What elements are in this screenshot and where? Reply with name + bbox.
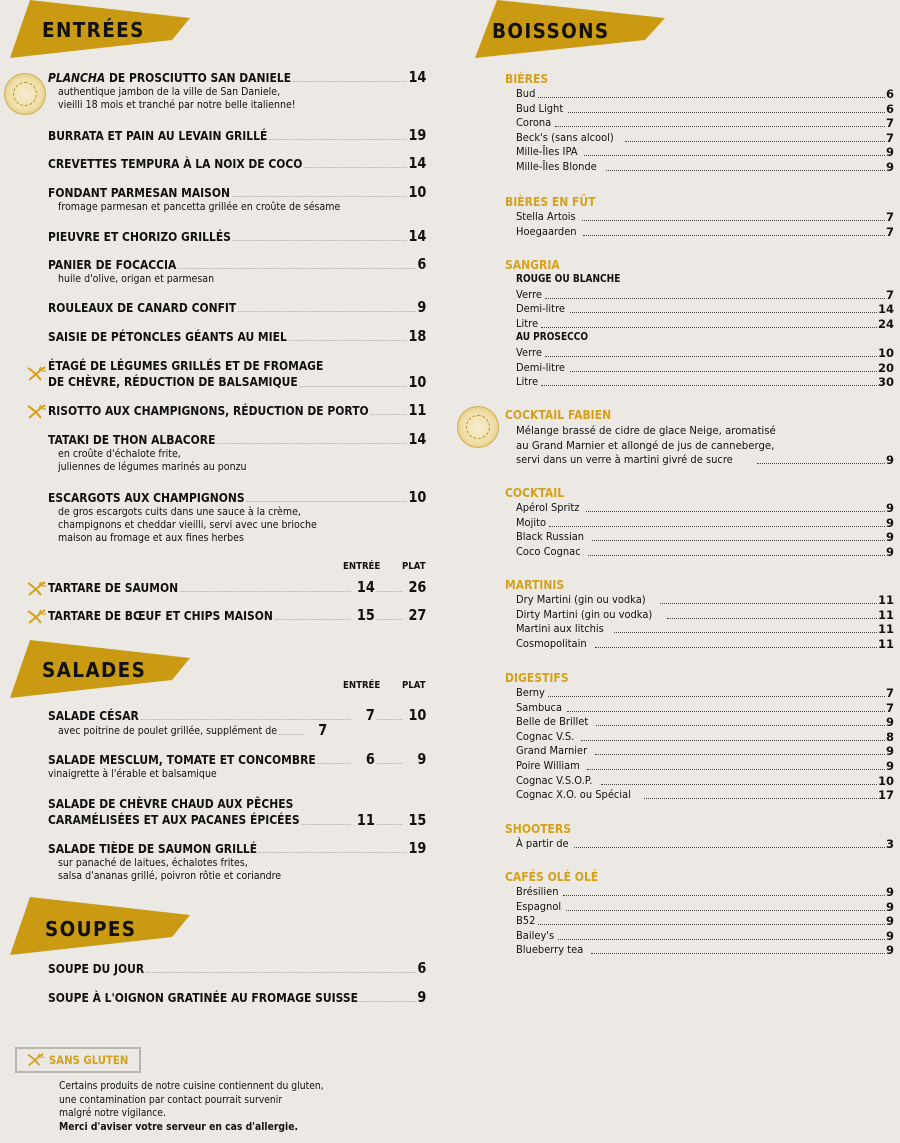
menu-item xyxy=(48,432,426,473)
boissons-banner xyxy=(465,0,675,60)
drink-category: CAFÉS OLÉ OLÉ xyxy=(505,870,599,884)
drink-price: 9 xyxy=(885,545,894,559)
note-line: Certains produits de notre cuisine contiennent du gluten, xyxy=(59,1080,324,1092)
drink-name: Corona xyxy=(516,116,552,129)
drink-price: 7 xyxy=(885,701,894,715)
drink-price: 6 xyxy=(885,87,894,101)
drink-item xyxy=(516,361,894,375)
menu-item xyxy=(48,608,426,623)
leader-dots xyxy=(558,939,885,940)
leader-dots xyxy=(232,196,407,197)
leader-dots xyxy=(178,268,416,269)
item-name: TARTARE DE BŒUF ET CHIPS MAISON xyxy=(48,608,273,623)
drink-price: 11 xyxy=(877,637,894,651)
section-title: SALADES xyxy=(42,658,147,682)
leader-dots xyxy=(246,501,406,502)
item-desc: sur panaché de laitues, échalotes frites, xyxy=(58,856,248,869)
drink-name: Brésilien xyxy=(516,885,559,898)
item-price: 6 xyxy=(417,959,427,977)
drink-name: Verre xyxy=(516,288,542,301)
drink-price: 10 xyxy=(877,774,894,788)
item-name: FONDANT PARMESAN MAISON xyxy=(48,185,231,200)
note-line: malgré notre vigilance. xyxy=(59,1107,166,1119)
menu-item xyxy=(48,128,426,143)
item-name: SALADE CÉSAR xyxy=(48,708,139,723)
leader-dots xyxy=(667,618,877,619)
leader-dots xyxy=(596,725,885,726)
plat-price: 19 xyxy=(408,839,427,857)
leader-dots xyxy=(545,356,877,357)
menu-item xyxy=(48,580,426,595)
drink-name: Berny xyxy=(516,686,545,699)
drink-name: Cognac V.S. xyxy=(516,730,575,743)
leader-dots xyxy=(541,327,877,328)
leader-dots xyxy=(587,769,885,770)
leader-dots xyxy=(595,754,885,755)
drink-name: Demi-litre xyxy=(516,361,566,374)
drink-price: 9 xyxy=(885,145,894,159)
item-desc: vieilli 18 mois et tranché par notre belle italienne! xyxy=(58,98,296,111)
leader-dots xyxy=(541,385,877,386)
drink-item xyxy=(516,225,894,239)
menu-item xyxy=(48,841,426,882)
drink-name: Hoegaarden xyxy=(516,225,577,238)
drink-item xyxy=(516,317,894,331)
section-title: BOISSONS xyxy=(492,19,610,43)
drink-item xyxy=(516,622,894,636)
menu-item xyxy=(48,752,426,780)
drink-item xyxy=(516,530,894,544)
menu-item xyxy=(48,403,426,418)
plat-price: 26 xyxy=(408,578,427,596)
item-desc: en croûte d'échalote frite, xyxy=(58,447,181,460)
drink-category: BIÈRES EN FÛT xyxy=(505,195,596,209)
drink-item xyxy=(516,788,894,802)
menu-item xyxy=(48,490,426,544)
drink-name: Litre xyxy=(516,375,539,388)
leader-dots xyxy=(582,220,885,221)
leader-dots xyxy=(606,170,885,171)
column-header-plat: PLAT xyxy=(402,680,426,691)
drink-item xyxy=(516,929,894,943)
item-name: TATAKI DE THON ALBACORE xyxy=(48,432,216,447)
item-price: 10 xyxy=(408,183,427,201)
leader-dots xyxy=(304,167,407,168)
item-price: 14 xyxy=(408,154,427,172)
drink-price: 14 xyxy=(877,302,894,316)
item-price: 11 xyxy=(408,401,427,419)
item-desc: maison au fromage et aux fines herbes xyxy=(58,531,244,544)
legend-label: SANS GLUTEN xyxy=(48,1053,129,1067)
leader-dots xyxy=(614,632,877,633)
drink-item xyxy=(516,131,894,145)
drink-price: 9 xyxy=(885,453,894,467)
drink-name: Grand Marnier xyxy=(516,744,588,757)
drink-name: Dirty Martini (gin ou vodka) xyxy=(516,608,653,621)
column-header-entree: ENTRÉE xyxy=(343,561,381,572)
item-price: 6 xyxy=(417,255,427,273)
drink-item xyxy=(516,453,894,467)
drink-name: Black Russian xyxy=(516,530,585,543)
drink-price: 30 xyxy=(877,375,894,389)
item-desc: juliennes de légumes marinés au ponzu xyxy=(58,460,247,473)
drink-item xyxy=(516,160,894,174)
drink-name: Beck's (sans alcool) xyxy=(516,131,614,144)
drink-price: 7 xyxy=(885,686,894,700)
leader-dots xyxy=(289,340,407,341)
drink-name: Dry Martini (gin ou vodka) xyxy=(516,593,646,606)
wheat-icon xyxy=(27,1052,45,1068)
wheat-icon xyxy=(27,404,47,420)
leader-dots xyxy=(625,141,885,142)
leader-dots xyxy=(601,784,877,785)
leader-dots xyxy=(299,386,406,387)
drink-price: 9 xyxy=(885,516,894,530)
drink-name: Litre xyxy=(516,317,539,330)
leader-dots xyxy=(588,555,885,556)
drink-item xyxy=(516,501,894,515)
drink-subcategory: ROUGE OU BLANCHE xyxy=(516,273,621,285)
drink-item xyxy=(516,914,894,928)
drink-price: 9 xyxy=(885,943,894,957)
item-price: 10 xyxy=(408,373,427,391)
entree-price: 14 xyxy=(356,578,375,596)
leader-dots xyxy=(233,240,407,241)
item-sub: avec poitrine de poulet grillée, supplément de xyxy=(58,724,278,737)
drink-item xyxy=(516,102,894,116)
leader-dots xyxy=(370,414,406,415)
item-price: 9 xyxy=(417,988,427,1006)
item-name-italic: PLANCHA xyxy=(48,70,106,85)
wheat-icon xyxy=(27,581,47,597)
drink-price: 9 xyxy=(885,885,894,899)
wheat-icon xyxy=(27,609,47,625)
drink-name: servi dans un verre à martini givré de sucre xyxy=(516,453,733,466)
leader-dots xyxy=(180,591,351,592)
drink-price: 17 xyxy=(877,788,894,802)
drink-price: 7 xyxy=(885,116,894,130)
item-price: 14 xyxy=(408,227,427,245)
drink-price: 9 xyxy=(885,929,894,943)
drink-name: B52 xyxy=(516,914,536,927)
item-name: SALADE MESCLUM, TOMATE ET CONCOMBRE xyxy=(48,752,316,767)
drink-price: 11 xyxy=(877,622,894,636)
drink-price: 8 xyxy=(885,730,894,744)
leader-dots xyxy=(566,910,885,911)
item-name: BURRATA ET PAIN AU LEVAIN GRILLÉ xyxy=(48,128,268,143)
section-title: SOUPES xyxy=(45,917,137,941)
menu-item xyxy=(48,185,426,213)
leader-dots xyxy=(584,155,885,156)
item-name: PANIER DE FOCACCIA xyxy=(48,257,177,272)
drink-category: SANGRIA xyxy=(505,258,560,272)
column-header-entree: ENTRÉE xyxy=(343,680,381,691)
drink-category: COCKTAIL xyxy=(505,486,565,500)
menu-item xyxy=(48,329,426,344)
drink-price: 7 xyxy=(885,225,894,239)
drink-item xyxy=(516,637,894,651)
column-header-plat: PLAT xyxy=(402,561,426,572)
plat-price: 15 xyxy=(408,811,427,829)
leader-dots xyxy=(275,619,351,620)
menu-item xyxy=(48,229,426,244)
drink-price: 9 xyxy=(885,530,894,544)
drink-name: Sambuca xyxy=(516,701,563,714)
menu-item xyxy=(48,708,426,738)
plat-price: 10 xyxy=(408,706,427,724)
drink-price: 9 xyxy=(885,160,894,174)
drink-item xyxy=(516,116,894,130)
leader-dots xyxy=(574,847,885,848)
drink-item xyxy=(516,900,894,914)
drink-price: 24 xyxy=(877,317,894,331)
drink-item xyxy=(516,593,894,607)
leader-dots xyxy=(660,603,877,604)
item-price: 18 xyxy=(408,327,427,345)
leader-dots xyxy=(538,924,885,925)
drink-category: BIÈRES xyxy=(505,72,549,86)
drink-name: Demi-litre xyxy=(516,302,566,315)
item-name: SALADE TIÈDE DE SAUMON GRILLÉ xyxy=(48,841,258,856)
cocktail-desc: Mélange brassé de cidre de glace Neige, aromatisé xyxy=(516,424,776,437)
item-name: ESCARGOTS AUX CHAMPIGNONS xyxy=(48,490,245,505)
allergy-note xyxy=(59,1080,324,1134)
leader-dots xyxy=(301,824,350,825)
item-desc: vinaigrette à l'érable et balsamique xyxy=(48,767,217,780)
drink-name: Blueberry tea xyxy=(516,943,584,956)
note-line: une contamination par contact pourrait survenir xyxy=(59,1093,283,1106)
leader-dots xyxy=(238,311,416,312)
drink-name: Cosmopolitain xyxy=(516,637,587,650)
menu-item xyxy=(48,156,426,171)
leader-dots xyxy=(269,139,407,140)
drink-subcategory: AU PROSECCO xyxy=(516,331,589,343)
drink-item xyxy=(516,943,894,957)
drink-item xyxy=(516,375,894,389)
drink-price: 7 xyxy=(885,288,894,302)
leader-dots xyxy=(279,734,303,735)
entree-price: 15 xyxy=(356,606,375,624)
drink-price: 9 xyxy=(885,501,894,515)
leader-dots xyxy=(549,526,885,527)
plat-price: 9 xyxy=(417,750,427,768)
drink-item xyxy=(516,516,894,530)
drink-name: Verre xyxy=(516,346,542,359)
item-desc: fromage parmesan et pancetta grillée en croûte de sésame xyxy=(58,200,341,213)
drink-item xyxy=(516,701,894,715)
drink-name: Cognac V.S.O.P. xyxy=(516,774,593,787)
drink-name: Martini aux litchis xyxy=(516,622,604,635)
leader-dots xyxy=(570,371,877,372)
plat-price: 27 xyxy=(408,606,427,624)
item-name: SOUPE DU JOUR xyxy=(48,961,145,976)
item-name: PIEUVRE ET CHORIZO GRILLÉS xyxy=(48,229,231,244)
entrees-banner xyxy=(0,0,200,60)
item-price: 10 xyxy=(408,488,427,506)
drink-price: 7 xyxy=(885,131,894,145)
drink-item xyxy=(516,759,894,773)
entree-price: 7 xyxy=(365,706,375,724)
item-name: SOUPE À L'OIGNON GRATINÉE AU FROMAGE SUISSE xyxy=(48,990,358,1005)
drink-item xyxy=(516,545,894,559)
leader-dots xyxy=(570,312,877,313)
salades-banner xyxy=(0,640,200,700)
drink-item xyxy=(516,774,894,788)
menu-item xyxy=(48,300,426,315)
drink-price: 6 xyxy=(885,102,894,116)
entree-price: 6 xyxy=(365,750,375,768)
drink-price: 9 xyxy=(885,914,894,928)
leader-dots xyxy=(293,81,407,82)
drink-price: 20 xyxy=(877,361,894,375)
item-name: SAISIE DE PÉTONCLES GÉANTS AU MIEL xyxy=(48,329,287,344)
drink-price: 9 xyxy=(885,715,894,729)
drink-item xyxy=(516,210,894,224)
drink-name: Bailey's xyxy=(516,929,555,942)
drink-price: 7 xyxy=(885,210,894,224)
item-desc: de gros escargots cuits dans une sauce à la crème, xyxy=(58,505,301,518)
leader-dots xyxy=(591,953,885,954)
drink-item xyxy=(516,87,894,101)
leader-dots xyxy=(757,463,885,464)
leader-dots xyxy=(568,112,885,113)
drink-price: 3 xyxy=(885,837,894,851)
item-name: DE CHÈVRE, RÉDUCTION DE BALSAMIQUE xyxy=(48,374,298,389)
drink-name: Cognac X.O. ou Spécial xyxy=(516,788,631,801)
item-price: 14 xyxy=(408,68,427,86)
section-title: ENTRÉES xyxy=(42,18,145,42)
entree-price: 11 xyxy=(356,811,375,829)
menu-item xyxy=(48,990,426,1005)
item-name: CARAMÉLISÉES ET AUX PACANES ÉPICÉES xyxy=(48,812,300,827)
stamp-icon xyxy=(4,73,46,115)
drink-category: COCKTAIL FABIEN xyxy=(505,408,612,422)
drink-price: 9 xyxy=(885,744,894,758)
drink-name: Espagnol xyxy=(516,900,562,913)
leader-dots xyxy=(563,895,885,896)
drink-name: Mille-Îles Blonde xyxy=(516,160,597,173)
item-name-line1: SALADE DE CHÈVRE CHAUD AUX PÊCHES xyxy=(48,796,294,811)
menu-item xyxy=(48,257,426,285)
drink-item xyxy=(516,608,894,622)
leader-dots xyxy=(538,97,885,98)
item-price: 19 xyxy=(408,126,427,144)
drink-item xyxy=(516,302,894,316)
drink-price: 10 xyxy=(877,346,894,360)
menu-item xyxy=(48,70,426,111)
drink-name: Apérol Spritz xyxy=(516,501,580,514)
drink-category: SHOOTERS xyxy=(505,822,572,836)
cocktail-desc: au Grand Marnier et allongé de jus de canneberge, xyxy=(516,439,775,452)
drink-item xyxy=(516,346,894,360)
drink-name: À partir de xyxy=(516,837,569,850)
drink-category: DIGESTIFS xyxy=(505,671,569,685)
drink-name: Belle de Brillet xyxy=(516,715,589,728)
menu-item xyxy=(48,961,426,976)
leader-dots xyxy=(217,443,407,444)
drink-name: Bud xyxy=(516,87,536,100)
menu-item xyxy=(48,796,426,828)
drink-item xyxy=(516,885,894,899)
drink-name: Bud Light xyxy=(516,102,564,115)
drink-item xyxy=(516,730,894,744)
item-price: 14 xyxy=(408,430,427,448)
soupes-banner xyxy=(0,897,200,957)
item-name: CREVETTES TEMPURA À LA NOIX DE COCO xyxy=(48,156,303,171)
item-price: 9 xyxy=(417,298,427,316)
drink-name: Stella Artois xyxy=(516,210,576,223)
wheat-icon xyxy=(27,366,47,382)
leader-dots xyxy=(595,647,877,648)
item-desc: huile d'olive, origan et parmesan xyxy=(58,272,215,285)
leader-dots xyxy=(259,852,407,853)
item-name: DE PROSCIUTTO SAN DANIELE xyxy=(105,70,292,85)
leader-dots xyxy=(586,511,885,512)
leader-dots xyxy=(360,1001,416,1002)
drink-category: MARTINIS xyxy=(505,578,565,592)
drink-price: 11 xyxy=(877,593,894,607)
item-name-line1: ÉTAGÉ DE LÉGUMES GRILLÉS ET DE FROMAGE xyxy=(48,358,324,373)
drink-item xyxy=(516,686,894,700)
leader-dots xyxy=(644,798,877,799)
drink-price: 11 xyxy=(877,608,894,622)
item-desc: salsa d'ananas grillé, poivron rôtie et coriandre xyxy=(58,869,282,882)
leader-dots xyxy=(592,540,885,541)
drink-name: Poire William xyxy=(516,759,580,772)
item-desc: authentique jambon de la ville de San Daniele, xyxy=(58,85,281,98)
item-desc: champignons et cheddar vieilli, servi avec une brioche xyxy=(58,518,317,531)
leader-dots xyxy=(555,126,885,127)
drink-name: Mille-Îles IPA xyxy=(516,145,578,158)
drink-name: Coco Cognac xyxy=(516,545,581,558)
leader-dots xyxy=(146,972,416,973)
leader-dots xyxy=(317,763,350,764)
leader-dots xyxy=(581,740,885,741)
drink-price: 9 xyxy=(885,759,894,773)
leader-dots xyxy=(583,235,885,236)
drink-price: 9 xyxy=(885,900,894,914)
sub-price: 7 xyxy=(318,721,328,739)
note-bold: Merci d'aviser votre serveur en cas d'allergie. xyxy=(59,1120,298,1133)
leader-dots xyxy=(545,298,885,299)
leader-dots xyxy=(548,696,885,697)
drink-item xyxy=(516,145,894,159)
drink-item xyxy=(516,288,894,302)
item-name: ROULEAUX DE CANARD CONFIT xyxy=(48,300,237,315)
item-name: RISOTTO AUX CHAMPIGNONS, RÉDUCTION DE PORTO xyxy=(48,403,369,418)
stamp-icon xyxy=(457,406,499,448)
leader-dots xyxy=(141,719,351,720)
gluten-free-legend xyxy=(15,1047,141,1073)
drink-item xyxy=(516,744,894,758)
menu-item xyxy=(48,358,426,390)
drink-item xyxy=(516,837,894,851)
drink-name: Mojito xyxy=(516,516,547,529)
drink-item xyxy=(516,715,894,729)
item-name: TARTARE DE SAUMON xyxy=(48,580,179,595)
leader-dots xyxy=(567,711,885,712)
